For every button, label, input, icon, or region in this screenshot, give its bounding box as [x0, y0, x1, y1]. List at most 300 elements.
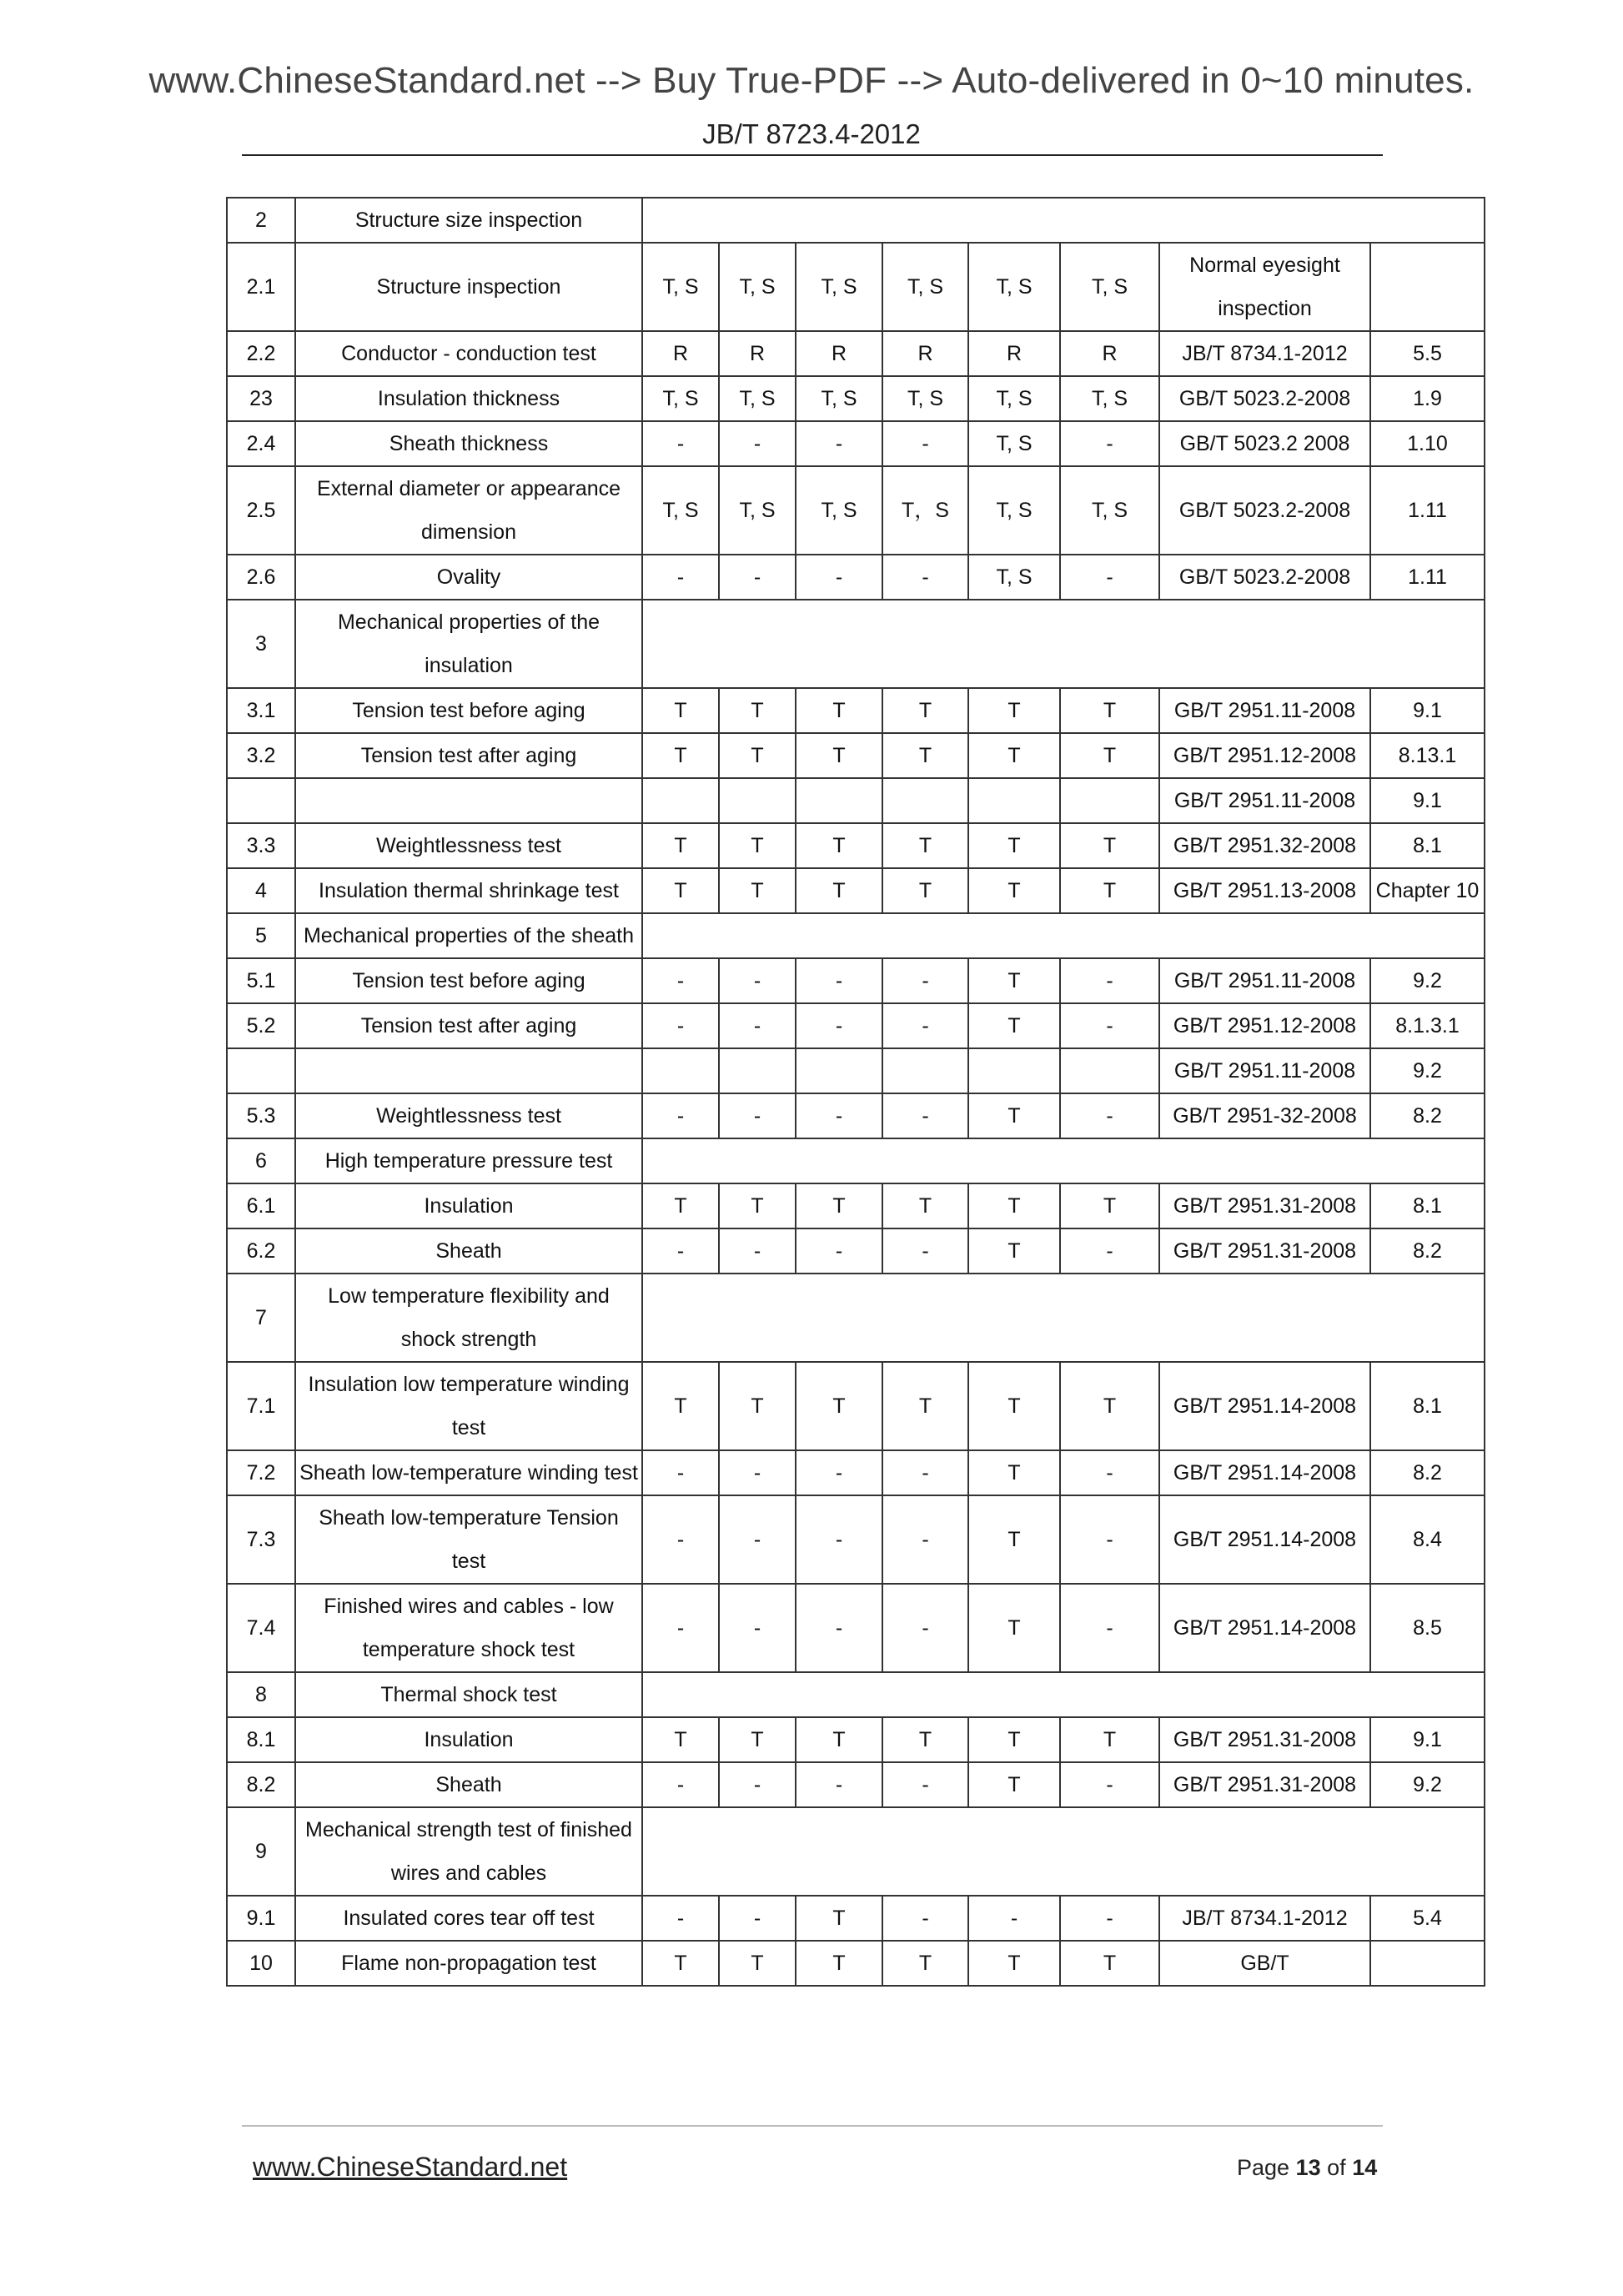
test-method-cell: GB/T 2951.11-2008	[1159, 778, 1370, 823]
applicability-cell: -	[882, 1450, 968, 1495]
applicability-cell: R	[968, 331, 1060, 376]
table-row	[227, 733, 1485, 778]
clause-cell: 9.1	[1370, 1717, 1485, 1762]
applicability-cell: -	[796, 958, 882, 1003]
item-number-cell: 6.2	[227, 1228, 295, 1274]
applicability-cell	[882, 778, 968, 823]
applicability-cell: -	[882, 555, 968, 600]
applicability-cell: T	[882, 733, 968, 778]
test-method-cell: GB/T 2951.31-2008	[1159, 1228, 1370, 1274]
applicability-cell: -	[796, 1003, 882, 1048]
test-method-cell: GB/T 2951.14-2008	[1159, 1450, 1370, 1495]
applicability-cell: T	[968, 1762, 1060, 1807]
applicability-cell: T	[882, 868, 968, 913]
table-row	[227, 376, 1485, 421]
applicability-cell: T	[719, 688, 796, 733]
test-item-cell: Mechanical properties of the insulation	[295, 600, 642, 688]
clause-cell: 1.11	[1370, 466, 1485, 555]
test-item-cell: Tension test after aging	[295, 1003, 642, 1048]
test-item-cell: Insulation thermal shrinkage test	[295, 868, 642, 913]
test-method-cell: GB/T 2951.32-2008	[1159, 823, 1370, 868]
test-method-cell: GB/T 2951.11-2008	[1159, 958, 1370, 1003]
document-id: JB/T 8723.4-2012	[702, 118, 921, 149]
section-blank-cell	[642, 198, 1485, 243]
test-method-cell: GB/T 2951-32-2008	[1159, 1093, 1370, 1138]
test-method-cell: GB/T 2951.11-2008	[1159, 1048, 1370, 1093]
applicability-cell: -	[1060, 421, 1159, 466]
applicability-cell: T	[796, 1183, 882, 1228]
test-item-cell: Insulation thickness	[295, 376, 642, 421]
applicability-cell: T	[968, 823, 1060, 868]
table-row	[227, 1584, 1485, 1672]
clause-cell: 8.1	[1370, 1183, 1485, 1228]
item-number-cell: 3	[227, 600, 295, 688]
applicability-cell: T	[796, 733, 882, 778]
clause-cell: 9.2	[1370, 958, 1485, 1003]
section-blank-cell	[642, 1274, 1485, 1362]
table-row	[227, 1450, 1485, 1495]
page-of: of	[1327, 2155, 1346, 2180]
applicability-cell: T	[719, 1717, 796, 1762]
page-prefix: Page	[1237, 2155, 1290, 2180]
clause-cell: 9.2	[1370, 1048, 1485, 1093]
applicability-cell: T	[1060, 1717, 1159, 1762]
page-current: 13	[1295, 2155, 1321, 2180]
test-item-cell: External diameter or appearance dimension	[295, 466, 642, 555]
applicability-cell: T	[796, 868, 882, 913]
applicability-cell: T	[1060, 1362, 1159, 1450]
applicability-cell: -	[882, 1584, 968, 1672]
applicability-cell: -	[1060, 1450, 1159, 1495]
applicability-cell: -	[1060, 1762, 1159, 1807]
applicability-cell: T, S	[719, 466, 796, 555]
applicability-cell: T, S	[968, 466, 1060, 555]
test-method-cell: Normal eyesight inspection	[1159, 243, 1370, 331]
applicability-cell: -	[642, 421, 719, 466]
applicability-cell: T	[642, 733, 719, 778]
applicability-cell	[719, 1048, 796, 1093]
applicability-cell: -	[719, 1003, 796, 1048]
applicability-cell: T	[1060, 1941, 1159, 1986]
test-item-cell: Flame non-propagation test	[295, 1941, 642, 1986]
item-number-cell: 5.2	[227, 1003, 295, 1048]
section-blank-cell	[642, 913, 1485, 958]
test-method-cell: GB/T 2951.14-2008	[1159, 1362, 1370, 1450]
item-number-cell: 2.4	[227, 421, 295, 466]
test-item-cell: Weightlessness test	[295, 1093, 642, 1138]
clause-cell: 1.10	[1370, 421, 1485, 466]
applicability-cell	[1060, 778, 1159, 823]
item-number-cell: 9.1	[227, 1896, 295, 1941]
test-item-cell: Finished wires and cables - low temperature shock test	[295, 1584, 642, 1672]
applicability-cell: -	[642, 1762, 719, 1807]
applicability-cell: -	[882, 1762, 968, 1807]
applicability-cell: -	[719, 1495, 796, 1584]
applicability-cell: -	[642, 1495, 719, 1584]
test-item-cell: Mechanical strength test of finished wires and cables	[295, 1807, 642, 1896]
test-method-cell: GB/T 5023.2 2008	[1159, 421, 1370, 466]
test-item-cell: Sheath thickness	[295, 421, 642, 466]
applicability-cell: T，S	[882, 466, 968, 555]
applicability-cell: T	[968, 1228, 1060, 1274]
applicability-cell: T	[796, 1362, 882, 1450]
test-item-cell: High temperature pressure test	[295, 1138, 642, 1183]
item-number-cell: 8.1	[227, 1717, 295, 1762]
applicability-cell: T, S	[1060, 376, 1159, 421]
applicability-cell: T	[882, 1717, 968, 1762]
applicability-cell: T	[968, 868, 1060, 913]
applicability-cell: T	[796, 1941, 882, 1986]
applicability-cell	[719, 778, 796, 823]
table-row	[227, 1183, 1485, 1228]
table-section-row	[227, 1274, 1485, 1362]
applicability-cell: -	[642, 958, 719, 1003]
item-number-cell: 9	[227, 1807, 295, 1896]
applicability-cell: T	[1060, 823, 1159, 868]
test-method-cell: GB/T 5023.2-2008	[1159, 555, 1370, 600]
applicability-cell: -	[642, 1228, 719, 1274]
test-item-cell: Mechanical properties of the sheath	[295, 913, 642, 958]
test-method-cell: GB/T 2951.31-2008	[1159, 1762, 1370, 1807]
test-item-cell: Sheath	[295, 1228, 642, 1274]
clause-cell: 8.2	[1370, 1228, 1485, 1274]
test-method-cell: GB/T 5023.2-2008	[1159, 466, 1370, 555]
applicability-cell: T, S	[968, 243, 1060, 331]
section-blank-cell	[642, 1138, 1485, 1183]
clause-cell	[1370, 243, 1485, 331]
test-method-cell: GB/T	[1159, 1941, 1370, 1986]
test-method-cell: GB/T 2951.13-2008	[1159, 868, 1370, 913]
applicability-cell: -	[882, 1228, 968, 1274]
applicability-cell	[642, 1048, 719, 1093]
table-row	[227, 1717, 1485, 1762]
applicability-cell: T, S	[642, 243, 719, 331]
table-row	[227, 823, 1485, 868]
applicability-cell: T	[796, 1896, 882, 1941]
clause-cell: 8.1.3.1	[1370, 1003, 1485, 1048]
table-row	[227, 331, 1485, 376]
applicability-cell: -	[882, 1495, 968, 1584]
applicability-cell: T	[719, 1941, 796, 1986]
test-item-cell: Weightlessness test	[295, 823, 642, 868]
applicability-cell: -	[796, 1762, 882, 1807]
test-method-cell: GB/T 2951.31-2008	[1159, 1183, 1370, 1228]
table-row	[227, 421, 1485, 466]
applicability-cell: -	[1060, 1003, 1159, 1048]
applicability-cell: T	[968, 1093, 1060, 1138]
applicability-cell: -	[882, 1003, 968, 1048]
site-banner[interactable]: www.ChineseStandard.net --> Buy True-PDF --> Auto-delivered in 0~10 minutes.	[148, 60, 1475, 101]
applicability-cell: R	[719, 331, 796, 376]
table-row	[227, 1362, 1485, 1450]
table-row	[227, 1093, 1485, 1138]
applicability-cell: T	[968, 1003, 1060, 1048]
applicability-cell: -	[1060, 958, 1159, 1003]
table-row	[227, 1048, 1485, 1093]
applicability-cell	[968, 1048, 1060, 1093]
applicability-cell: T	[1060, 868, 1159, 913]
test-method-cell: JB/T 8734.1-2012	[1159, 1896, 1370, 1941]
item-number-cell: 5	[227, 913, 295, 958]
clause-cell: 9.2	[1370, 1762, 1485, 1807]
item-number-cell: 4	[227, 868, 295, 913]
test-item-cell: Conductor - conduction test	[295, 331, 642, 376]
item-number-cell: 5.1	[227, 958, 295, 1003]
clause-cell: 8.1	[1370, 823, 1485, 868]
item-number-cell	[227, 778, 295, 823]
applicability-cell: T, S	[796, 243, 882, 331]
applicability-cell: T, S	[1060, 466, 1159, 555]
applicability-cell: -	[719, 1450, 796, 1495]
test-item-cell: Tension test after aging	[295, 733, 642, 778]
table-row	[227, 1896, 1485, 1941]
applicability-cell: -	[1060, 1584, 1159, 1672]
test-item-cell: Structure inspection	[295, 243, 642, 331]
test-item-cell: Sheath low-temperature Tension test	[295, 1495, 642, 1584]
applicability-cell: -	[642, 1093, 719, 1138]
applicability-cell: T	[642, 1362, 719, 1450]
applicability-cell: -	[719, 555, 796, 600]
applicability-cell: T	[642, 1717, 719, 1762]
applicability-cell: T	[1060, 1183, 1159, 1228]
page-indicator	[1237, 2155, 1377, 2181]
clause-cell: 8.2	[1370, 1450, 1485, 1495]
table-body	[227, 198, 1485, 1986]
applicability-cell: T, S	[968, 421, 1060, 466]
applicability-cell: T	[882, 1183, 968, 1228]
clause-cell: 8.2	[1370, 1093, 1485, 1138]
item-number-cell: 10	[227, 1941, 295, 1986]
table-row	[227, 555, 1485, 600]
applicability-cell: -	[719, 1228, 796, 1274]
applicability-cell: T	[796, 688, 882, 733]
item-number-cell: 8	[227, 1672, 295, 1717]
test-item-cell: Structure size inspection	[295, 198, 642, 243]
applicability-cell: -	[1060, 1896, 1159, 1941]
table-row	[227, 868, 1485, 913]
test-method-cell: GB/T 2951.11-2008	[1159, 688, 1370, 733]
table-section-row	[227, 198, 1485, 243]
applicability-cell: T	[968, 1941, 1060, 1986]
applicability-cell: T	[719, 733, 796, 778]
test-method-cell: GB/T 2951.31-2008	[1159, 1717, 1370, 1762]
clause-cell: 1.11	[1370, 555, 1485, 600]
applicability-cell: -	[719, 1584, 796, 1672]
applicability-cell: T, S	[796, 466, 882, 555]
applicability-cell: T	[719, 823, 796, 868]
test-item-cell: Ovality	[295, 555, 642, 600]
table-section-row	[227, 600, 1485, 688]
applicability-cell: T	[968, 688, 1060, 733]
table-row	[227, 688, 1485, 733]
applicability-cell: R	[642, 331, 719, 376]
table-section-row	[227, 913, 1485, 958]
applicability-cell: R	[1060, 331, 1159, 376]
applicability-cell: T	[1060, 733, 1159, 778]
test-item-cell: Tension test before aging	[295, 688, 642, 733]
table-row	[227, 1003, 1485, 1048]
item-number-cell: 3.1	[227, 688, 295, 733]
applicability-cell: T, S	[719, 376, 796, 421]
table-row	[227, 778, 1485, 823]
applicability-cell: -	[1060, 1093, 1159, 1138]
applicability-cell: T, S	[968, 555, 1060, 600]
applicability-cell: T	[882, 688, 968, 733]
item-number-cell: 3.3	[227, 823, 295, 868]
applicability-cell: T	[642, 688, 719, 733]
applicability-cell: -	[796, 421, 882, 466]
applicability-cell: T, S	[719, 243, 796, 331]
applicability-cell: R	[882, 331, 968, 376]
applicability-cell: -	[882, 421, 968, 466]
table-row	[227, 1495, 1485, 1584]
test-method-cell: GB/T 2951.14-2008	[1159, 1495, 1370, 1584]
item-number-cell: 23	[227, 376, 295, 421]
applicability-cell: -	[642, 1003, 719, 1048]
applicability-cell: T	[968, 1717, 1060, 1762]
applicability-cell: T	[719, 868, 796, 913]
item-number-cell: 7.3	[227, 1495, 295, 1584]
table-section-row	[227, 1138, 1485, 1183]
applicability-cell: T	[968, 958, 1060, 1003]
test-item-cell: Insulation low temperature winding test	[295, 1362, 642, 1450]
item-number-cell: 2.5	[227, 466, 295, 555]
test-item-cell: Thermal shock test	[295, 1672, 642, 1717]
applicability-cell: -	[719, 1896, 796, 1941]
applicability-cell: T	[719, 1183, 796, 1228]
section-blank-cell	[642, 1672, 1485, 1717]
test-item-cell: Low temperature flexibility and shock strength	[295, 1274, 642, 1362]
test-method-cell: GB/T 2951.14-2008	[1159, 1584, 1370, 1672]
item-number-cell: 6.1	[227, 1183, 295, 1228]
applicability-cell: -	[796, 555, 882, 600]
applicability-cell: -	[796, 1450, 882, 1495]
applicability-cell: T	[882, 1362, 968, 1450]
test-method-cell: JB/T 8734.1-2012	[1159, 331, 1370, 376]
test-item-cell: Insulation	[295, 1717, 642, 1762]
applicability-cell: T, S	[642, 376, 719, 421]
applicability-cell: -	[642, 1450, 719, 1495]
clause-cell: 8.5	[1370, 1584, 1485, 1672]
clause-cell: 8.4	[1370, 1495, 1485, 1584]
item-number-cell: 8.2	[227, 1762, 295, 1807]
clause-cell: 8.1	[1370, 1362, 1485, 1450]
footer-site-link[interactable]: www.ChineseStandard.net	[253, 2152, 568, 2182]
item-number-cell: 7	[227, 1274, 295, 1362]
applicability-cell	[1060, 1048, 1159, 1093]
table-row	[227, 1941, 1485, 1986]
applicability-cell: T, S	[796, 376, 882, 421]
clause-cell: 1.9	[1370, 376, 1485, 421]
applicability-cell: T, S	[882, 243, 968, 331]
test-item-cell: Sheath	[295, 1762, 642, 1807]
test-item-cell: Tension test before aging	[295, 958, 642, 1003]
test-item-cell: Insulation	[295, 1183, 642, 1228]
applicability-cell	[968, 778, 1060, 823]
applicability-cell: -	[882, 1896, 968, 1941]
clause-cell	[1370, 1941, 1485, 1986]
footer-divider	[242, 2125, 1383, 2127]
applicability-cell: -	[1060, 1228, 1159, 1274]
item-number-cell: 7.2	[227, 1450, 295, 1495]
clause-cell: 9.1	[1370, 688, 1485, 733]
applicability-cell: T	[1060, 688, 1159, 733]
item-number-cell: 2.6	[227, 555, 295, 600]
item-number-cell: 6	[227, 1138, 295, 1183]
clause-cell: Chapter 10	[1370, 868, 1485, 913]
item-number-cell: 5.3	[227, 1093, 295, 1138]
item-number-cell: 7.1	[227, 1362, 295, 1450]
applicability-cell: R	[796, 331, 882, 376]
item-number-cell: 3.2	[227, 733, 295, 778]
applicability-cell: T	[796, 1717, 882, 1762]
clause-cell: 5.4	[1370, 1896, 1485, 1941]
applicability-cell: T	[642, 823, 719, 868]
applicability-cell: -	[796, 1093, 882, 1138]
test-item-cell	[295, 778, 642, 823]
item-number-cell: 2.2	[227, 331, 295, 376]
applicability-cell: -	[642, 1896, 719, 1941]
table-row	[227, 466, 1485, 555]
applicability-cell: T	[882, 823, 968, 868]
applicability-cell: -	[796, 1228, 882, 1274]
applicability-cell: -	[719, 421, 796, 466]
applicability-cell: -	[642, 1584, 719, 1672]
applicability-cell: -	[642, 555, 719, 600]
applicability-cell: -	[968, 1896, 1060, 1941]
table-section-row	[227, 1807, 1485, 1896]
table-row	[227, 243, 1485, 331]
test-method-cell: GB/T 2951.12-2008	[1159, 1003, 1370, 1048]
applicability-cell: T	[642, 1183, 719, 1228]
item-number-cell	[227, 1048, 295, 1093]
header-divider	[242, 154, 1383, 156]
section-blank-cell	[642, 1807, 1485, 1896]
applicability-cell: -	[882, 1093, 968, 1138]
section-blank-cell	[642, 600, 1485, 688]
applicability-cell: T, S	[642, 466, 719, 555]
table-row	[227, 1762, 1485, 1807]
applicability-cell: -	[1060, 555, 1159, 600]
applicability-cell: T, S	[968, 376, 1060, 421]
test-item-cell: Insulated cores tear off test	[295, 1896, 642, 1941]
applicability-cell: T	[968, 1495, 1060, 1584]
applicability-cell: -	[796, 1495, 882, 1584]
applicability-cell: T	[796, 823, 882, 868]
applicability-cell: -	[719, 1762, 796, 1807]
clause-cell: 8.13.1	[1370, 733, 1485, 778]
test-items-table	[226, 197, 1485, 1987]
applicability-cell: T	[968, 1362, 1060, 1450]
applicability-cell: T, S	[1060, 243, 1159, 331]
item-number-cell: 7.4	[227, 1584, 295, 1672]
clause-cell: 5.5	[1370, 331, 1485, 376]
applicability-cell: -	[882, 958, 968, 1003]
table-section-row	[227, 1672, 1485, 1717]
table-row	[227, 958, 1485, 1003]
applicability-cell: T	[882, 1941, 968, 1986]
applicability-cell	[642, 778, 719, 823]
applicability-cell: T	[968, 1183, 1060, 1228]
applicability-cell: T	[642, 868, 719, 913]
applicability-cell: T	[968, 733, 1060, 778]
applicability-cell: -	[1060, 1495, 1159, 1584]
applicability-cell: -	[719, 958, 796, 1003]
applicability-cell	[796, 778, 882, 823]
applicability-cell: T	[968, 1450, 1060, 1495]
applicability-cell: T	[642, 1941, 719, 1986]
item-number-cell: 2.1	[227, 243, 295, 331]
